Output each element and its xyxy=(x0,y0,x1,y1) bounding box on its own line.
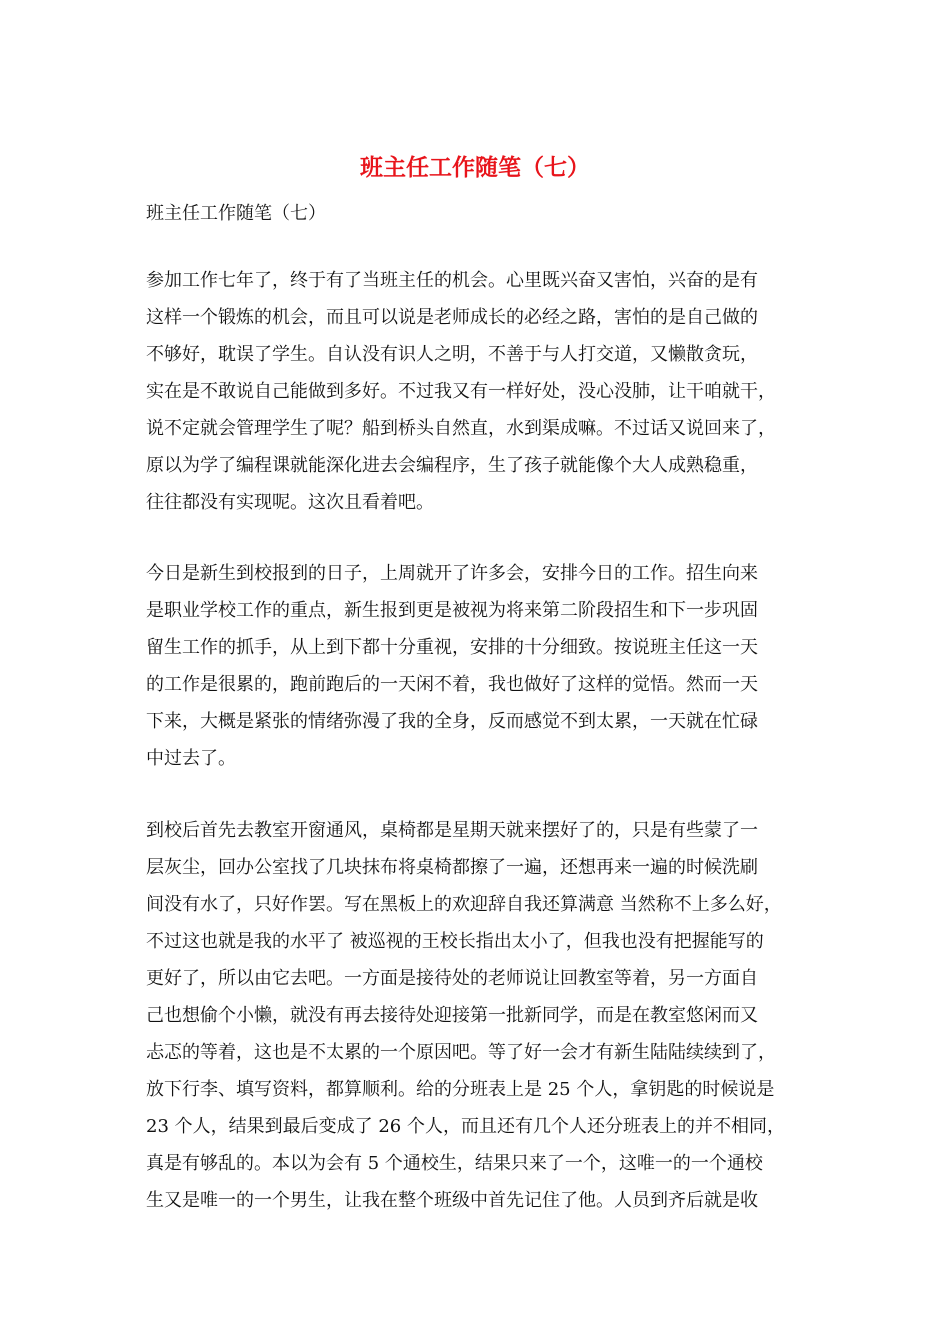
paragraph-line: 忐忑的等着，这也是不太累的一个原因吧。等了好一会才有新生陆陆续续到了， xyxy=(146,1042,776,1063)
paragraph-line: 到校后首先去教室开窗通风，桌椅都是星期天就来摆好了的，只是有些蒙了一 xyxy=(146,820,758,841)
paragraph-line: 是职业学校工作的重点，新生报到更是被视为将来第二阶段招生和下一步巩固 xyxy=(146,600,758,621)
document-subtitle: 班主任工作随笔（七） xyxy=(146,203,326,224)
paragraph-line: 不够好，耽误了学生。自认没有识人之明，不善于与人打交道，又懒散贪玩， xyxy=(146,344,758,365)
paragraph-line: 不过这也就是我的水平了 被巡视的王校长指出太小了，但我也没有把握能写的 xyxy=(146,931,764,952)
paragraph-line: 23 个人，结果到最后变成了 26 个人，而且还有几个人还分班表上的并不相同， xyxy=(146,1116,785,1137)
paragraph-line: 往往都没有实现呢。这次且看着吧。 xyxy=(146,492,434,513)
paragraph-line: 层灰尘，回办公室找了几块抹布将桌椅都擦了一遍，还想再来一遍的时候洗刷 xyxy=(146,857,758,878)
paragraph-1 xyxy=(146,262,826,521)
paragraph-line: 今日是新生到校报到的日子，上周就开了许多会，安排今日的工作。招生向来 xyxy=(146,563,758,584)
paragraph-line: 参加工作七年了，终于有了当班主任的机会。心里既兴奋又害怕，兴奋的是有 xyxy=(146,270,758,291)
paragraph-line: 放下行李、填写资料，都算顺利。给的分班表上是 25 个人，拿钥匙的时候说是 xyxy=(146,1079,775,1100)
paragraph-line: 真是有够乱的。本以为会有 5 个通校生，结果只来了一个，这唯一的一个通校 xyxy=(146,1153,763,1174)
paragraph-line: 留生工作的抓手，从上到下都十分重视，安排的十分细致。按说班主任这一天 xyxy=(146,637,758,658)
paragraph-line: 中过去了。 xyxy=(146,748,236,769)
paragraph-line: 实在是不敢说自己能做到多好。不过我又有一样好处，没心没肺，让干咱就干， xyxy=(146,381,776,402)
paragraph-2 xyxy=(146,555,826,777)
document-title: 班主任工作随笔（七） xyxy=(360,154,590,181)
paragraph-line: 下来，大概是紧张的情绪弥漫了我的全身，反而感觉不到太累，一天就在忙碌 xyxy=(146,711,758,732)
paragraph-line: 说不定就会管理学生了呢？船到桥头自然直，水到渠成嘛。不过话又说回来了， xyxy=(146,418,776,439)
paragraph-3 xyxy=(146,812,826,1219)
paragraph-line: 己也想偷个小懒，就没有再去接待处迎接第一批新同学，而是在教室悠闲而又 xyxy=(146,1005,758,1026)
paragraph-line: 间没有水了，只好作罢。写在黑板上的欢迎辞自我还算满意 当然称不上多么好， xyxy=(146,894,782,915)
paragraph-line: 更好了，所以由它去吧。一方面是接待处的老师说让回教室等着，另一方面自 xyxy=(146,968,758,989)
paragraph-line: 的工作是很累的，跑前跑后的一天闲不着，我也做好了这样的觉悟。然而一天 xyxy=(146,674,758,695)
paragraph-line: 生又是唯一的一个男生，让我在整个班级中首先记住了他。人员到齐后就是收 xyxy=(146,1190,758,1211)
paragraph-line: 原以为学了编程课就能深化进去会编程序，生了孩子就能像个大人成熟稳重， xyxy=(146,455,758,476)
paragraph-line: 这样一个锻炼的机会，而且可以说是老师成长的必经之路，害怕的是自己做的 xyxy=(146,307,758,328)
